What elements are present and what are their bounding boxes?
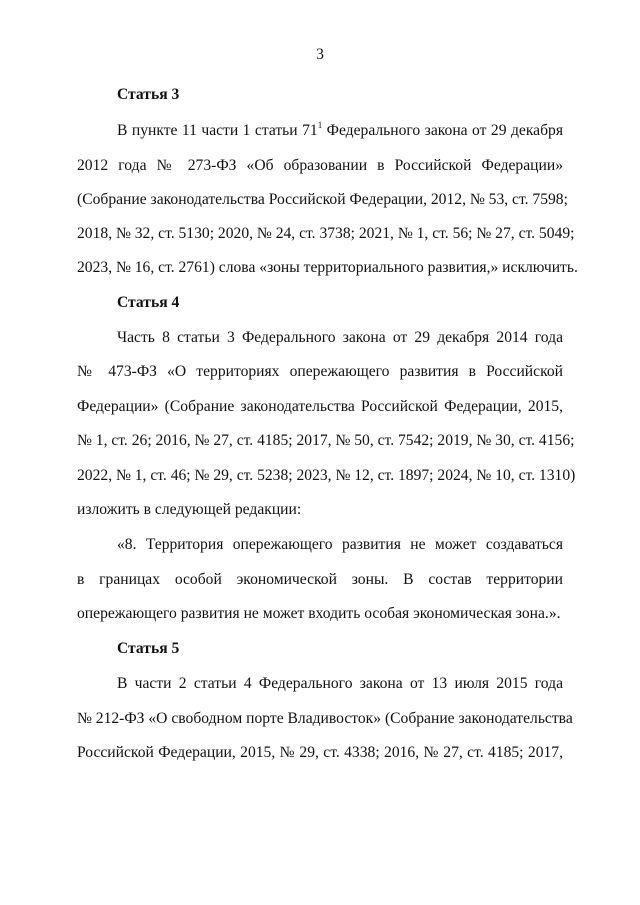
- article-4-quote-line-2: в границах особой экономической зоны. В состав территории: [77, 571, 563, 588]
- article-3-line-5: 2023, № 16, ст. 2761) слова «зоны территориального развития,» исключить.: [77, 259, 578, 276]
- article-4-line-4: № 1, ст. 26; 2016, № 27, ст. 4185; 2017, № 50, ст. 7542; 2019, № 30, ст. 4156;: [77, 432, 575, 449]
- article-4-line-3: Федерации» (Собрание законодательства Российской Федерации, 2015,: [77, 398, 563, 415]
- article-3-line-3: (Собрание законодательства Российской Федерации, 2012, № 53, ст. 7598;: [77, 191, 568, 208]
- article-3-line-1: [117, 122, 563, 140]
- article-3-line-2: 2012 года № 273-ФЗ «Об образовании в Российской Федерации»: [77, 157, 563, 174]
- article-3-line-1-end: Федерального закона от 29 декабря: [322, 122, 563, 139]
- article-5-line-3: Российской Федерации, 2015, № 29, ст. 4338; 2016, № 27, ст. 4185; 2017,: [77, 744, 563, 761]
- article-5-line-2: № 212-ФЗ «О свободном порте Владивосток» (Собрание законодательства: [77, 710, 573, 727]
- article-3-superscript: 1: [317, 120, 323, 130]
- article-4-quote-line-1: «8. Территория опережающего развития не может создаваться: [117, 536, 563, 553]
- article-3-line-4: 2018, № 32, ст. 5130; 2020, № 24, ст. 3738; 2021, № 1, ст. 56; № 27, ст. 5049;: [77, 225, 575, 242]
- article-3-line-1-start: В пункте 11 части 1 статьи 71: [117, 122, 318, 139]
- article-5-line-1: В части 2 статьи 4 Федерального закона от 13 июля 2015 года: [117, 675, 563, 692]
- article-4-line-5: 2022, № 1, ст. 46; № 29, ст. 5238; 2023, № 12, ст. 1897; 2024, № 10, ст. 1310): [77, 467, 576, 484]
- page-number: 3: [316, 46, 324, 63]
- article-4-quote-line-3: опережающего развития не может входить особая экономическая зона.».: [77, 605, 561, 622]
- article-4-line-2: № 473-ФЗ «О территориях опережающего развития в Российской: [77, 363, 563, 380]
- article-3-heading: Статья 3: [117, 86, 180, 103]
- article-4-heading: Статья 4: [117, 294, 180, 311]
- article-4-line-1: Часть 8 статьи 3 Федерального закона от 29 декабря 2014 года: [117, 329, 563, 346]
- article-5-heading: Статья 5: [117, 640, 180, 657]
- article-4-line-6: изложить в следующей редакции:: [77, 501, 302, 518]
